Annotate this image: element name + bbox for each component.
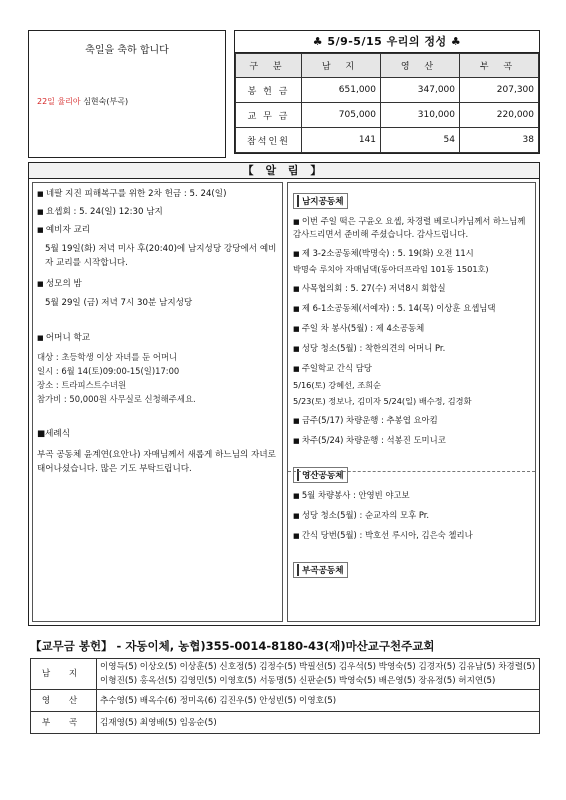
donor-row <box>31 659 540 690</box>
section-bugok-header: 부곡공동체 <box>293 562 348 578</box>
row-label: 참석인원 <box>236 128 302 153</box>
donor-category: 영 산 <box>31 690 97 712</box>
notice-item: ■ 네팔 지진 피해복구를 위한 2차 헌금 : 5. 24(일) <box>37 188 278 200</box>
notice-detail: 대상 : 초등학생 이상 자녀를 둔 어머니 <box>37 352 178 362</box>
notice-item: ■ 예비자 교리 <box>37 224 278 236</box>
notice-detail: 참가비 : 50,000원 사무실로 신청해주세요. <box>37 394 196 404</box>
donor-row <box>31 690 540 712</box>
namji-item: ■ 주일학교 간식 담당 <box>293 362 530 375</box>
feast-day-date: 22일 율리아 <box>37 97 81 106</box>
cell-value: 310,000 <box>381 103 460 128</box>
feast-day-person: 심현숙(부곡) <box>83 97 129 106</box>
namji-item: ■ 성당 청소(5월) : 착한의견의 어머니 Pr. <box>293 342 530 355</box>
offering-heading: ♣ 5/9-5/15 우리의 정성 ♣ <box>235 31 539 53</box>
notice-detail: 장소 : 트라피스트수녀원 <box>37 380 127 390</box>
namji-item: ■ 제 3-2소공동체(박명숙) : 5. 19(화) 오전 11시 <box>293 247 530 260</box>
notice-title: 【 알 림 】 <box>28 162 540 178</box>
cell-value: 54 <box>381 128 460 153</box>
notice-text: 5월 29일 (금) 저녁 7시 30분 남지성당 <box>45 298 193 308</box>
namji-item: ■ 제 6-1소공동체(서예자) : 5. 14(목) 이상훈 요셉님댁 <box>293 302 530 315</box>
offering-table <box>235 53 539 153</box>
yeongsan-item: ■ 성당 청소(5월) : 순교자의 모후 Pr. <box>293 509 530 522</box>
namji-detail: 박명숙 루치아 자매님댁(동아더프라임 101동 1501호) <box>293 264 489 274</box>
notice-item: ■ 성모의 밤 <box>37 278 278 290</box>
col-bugok: 부 곡 <box>460 54 539 78</box>
donor-category: 남 지 <box>31 659 97 690</box>
notice-item: ■ 어머니 학교 <box>37 332 278 344</box>
donor-names: 추수영(5) 배옥수(6) 정미옥(6) 김진우(5) 안성빈(5) 이영호(5) <box>97 690 540 712</box>
offering-row <box>236 128 539 153</box>
yeongsan-item: ■ 5월 차량봉사 : 안영빈 야고보 <box>293 489 530 502</box>
notice-text: 5월 19일(화) 저녁 미사 후(20:40)에 남지성당 강당에서 예비자 교리를 시작합니다. <box>45 244 277 268</box>
donation-heading: 【교무금 봉헌】 - 자동이체, 농협)355-0014-8180-43(재)마산교구천주교회 <box>30 639 435 653</box>
offering-header-row <box>236 54 539 78</box>
offering-row <box>236 78 539 103</box>
cell-value: 347,000 <box>381 78 460 103</box>
notice-item: ■ 요셉회 : 5. 24(일) 12:30 남지 <box>37 206 278 218</box>
cell-value: 38 <box>460 128 539 153</box>
notice-text: 부곡 공동체 윤계연(요안나) 자매님께서 새롭게 하느님의 자녀로 태어나셨습니다. 많은 기도 부탁드립니다. <box>37 450 276 474</box>
namji-detail: 5/23(토) 정보나, 김미자 5/24(일) 배수정, 김경화 <box>293 396 472 406</box>
feast-day-entry <box>37 96 225 107</box>
cell-value: 651,000 <box>302 78 381 103</box>
offering-summary <box>234 30 540 154</box>
donor-names: 김재영(5) 최영배(5) 임옹순(5) <box>97 712 540 734</box>
divider <box>288 471 535 472</box>
notice-detail: 일시 : 6월 14(토)09:00-15(일)17:00 <box>37 366 180 376</box>
cell-value: 141 <box>302 128 381 153</box>
section-namji-header: 남지공동체 <box>293 193 348 209</box>
namji-item: ■ 사목협의회 : 5. 27(수) 저녁8시 회합실 <box>293 282 530 295</box>
notice-body <box>28 178 540 626</box>
donor-names: 이영득(5) 이상오(5) 이상훈(5) 신호정(5) 김정수(5) 박필선(5) 김우석(5) 박영숙(5) 김경자(5) 김유남(5) 차경렬(5) 이형진(5) 홍옥선(5) 김영민(5) 이영호(5) 서동명(5) 신판순(5) 박영숙(5) 배은영(5) 장유정(5) 허지연(5) <box>97 659 540 690</box>
donor-category: 부 곡 <box>31 712 97 734</box>
cell-value: 220,000 <box>460 103 539 128</box>
col-namji: 남 지 <box>302 54 381 78</box>
donor-table <box>30 658 540 734</box>
namji-detail: 5/16(토) 강혜선, 조희순 <box>293 380 381 390</box>
feast-day-title: 축일을 축하 합니다 <box>85 45 169 56</box>
cell-value: 705,000 <box>302 103 381 128</box>
feast-day-box <box>28 30 226 158</box>
notice-right-column <box>287 182 536 622</box>
notice-left-column <box>32 182 283 622</box>
offering-row <box>236 103 539 128</box>
namji-item: ■ 이번 주일 떡은 구윤오 요셉, 차경렬 베로니카님께서 하느님께 감사드리면서 준비해 주셨습니다. 감사드립니다. <box>293 215 530 240</box>
col-yeongsan: 영 산 <box>381 54 460 78</box>
section-yeongsan-header: 영산공동체 <box>293 467 348 483</box>
row-label: 교 무 금 <box>236 103 302 128</box>
namji-item: ■ 차주(5/24) 차량운행 : 석봉진 도미니코 <box>293 434 530 447</box>
namji-item: ■ 금주(5/17) 차량운행 : 추봉엽 요아킴 <box>293 414 530 427</box>
cell-value: 207,300 <box>460 78 539 103</box>
row-label: 봉 헌 금 <box>236 78 302 103</box>
notice-item: ■세례식 <box>37 429 71 439</box>
yeongsan-item: ■ 간식 당번(5월) : 박호선 루시아, 김은숙 첼리나 <box>293 529 530 542</box>
col-category: 구 분 <box>236 54 302 78</box>
namji-item: ■ 주일 차 봉사(5월) : 제 4소공동체 <box>293 322 530 335</box>
donor-row <box>31 712 540 734</box>
